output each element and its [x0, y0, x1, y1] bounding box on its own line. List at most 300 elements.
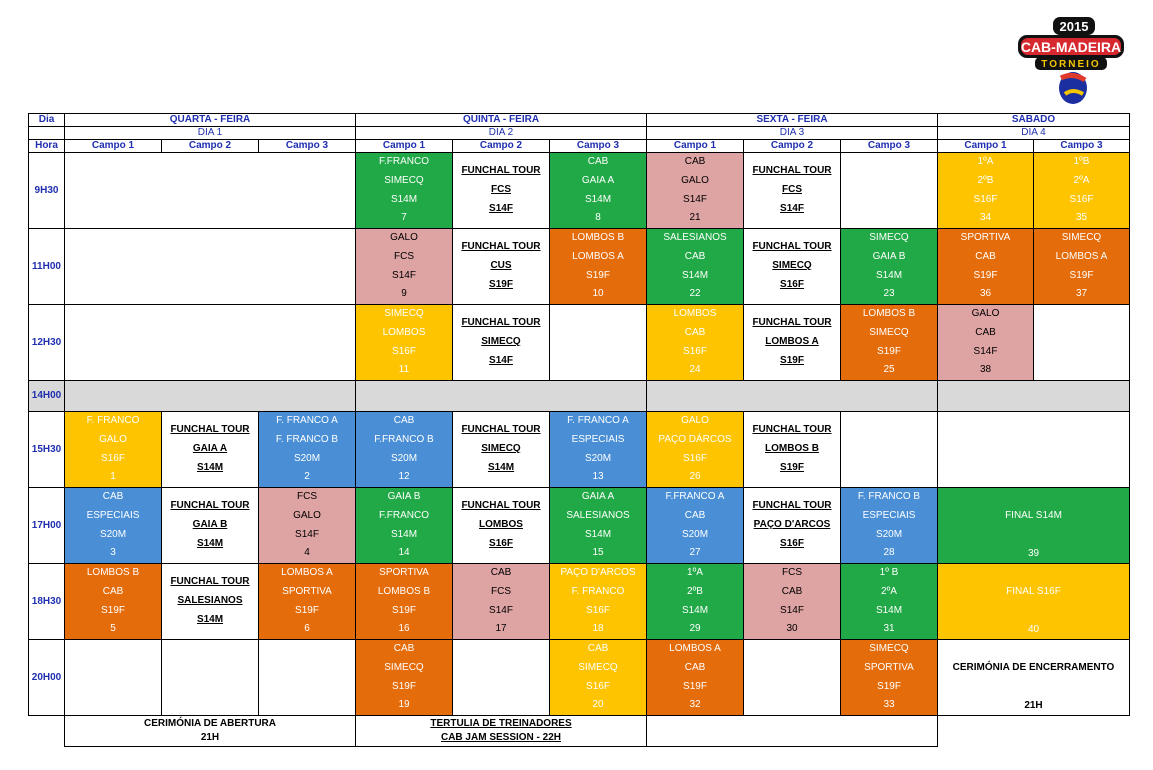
game-cell	[65, 564, 162, 640]
campo-label: Campo 1	[356, 140, 453, 153]
game-line: 1ºA	[687, 567, 703, 578]
game-line: 14	[398, 547, 410, 559]
time-label: 20H00	[29, 640, 65, 716]
game-line: GALO	[681, 174, 709, 186]
game-line: SALESIANOS	[566, 509, 630, 521]
game-line: GALO	[293, 509, 321, 521]
break-cell	[647, 381, 938, 412]
game-line: 31	[883, 623, 895, 635]
game-line: LOMBOS B	[377, 585, 431, 597]
time-label: 12H30	[29, 305, 65, 381]
game-line: SIMECQ	[384, 308, 424, 319]
game-cell	[938, 488, 1130, 564]
empty-cell	[938, 716, 1130, 747]
schedule-table	[28, 113, 1130, 747]
funchal-tour-line: PAÇO D'ARCOS	[753, 519, 831, 531]
game-line: S14F	[780, 604, 804, 616]
empty-cell	[162, 640, 259, 716]
game-cell	[744, 412, 841, 488]
game-line: 36	[979, 288, 992, 300]
logo-sub: TORNEIO	[1041, 59, 1101, 70]
day-number: DIA 1	[65, 127, 356, 140]
game-line: SPORTIVA	[282, 585, 332, 597]
game-line: 16	[398, 623, 410, 635]
game-line: CAB	[684, 661, 706, 673]
game-line: FCS	[394, 250, 414, 262]
empty-cell	[938, 412, 1130, 488]
campo-label: Campo 2	[744, 140, 841, 153]
funchal-tour-line: GAIA B	[192, 519, 228, 531]
game-line: LOMBOS A	[281, 567, 333, 578]
day-name: QUINTA - FEIRA	[356, 114, 647, 127]
game-line: SIMECQ	[869, 326, 909, 338]
funchal-tour-line: FUNCHAL TOUR	[752, 241, 832, 253]
game-cell	[841, 305, 938, 381]
game-line: SALESIANOS	[663, 232, 727, 243]
campo-label: Campo 1	[647, 140, 744, 153]
game-cell	[259, 412, 356, 488]
game-line: CAB	[684, 156, 706, 167]
game-cell	[356, 488, 453, 564]
game-line: F.FRANCO	[379, 156, 429, 167]
game-cell	[453, 153, 550, 229]
footer-row	[29, 716, 1130, 747]
time-label: 18H30	[29, 564, 65, 640]
time-label: 17H00	[29, 488, 65, 564]
game-line: S20M	[293, 452, 321, 464]
game-line: CAB	[684, 326, 706, 338]
break-cell	[65, 381, 356, 412]
game-line: S20M	[390, 452, 418, 464]
slot-row-9h30	[29, 153, 1130, 229]
game-cell	[550, 488, 647, 564]
game-line: 25	[883, 364, 895, 376]
game-line: S14F	[295, 528, 319, 540]
game-line: 5	[110, 623, 116, 635]
campo-label: Campo 3	[550, 140, 647, 153]
campo-label: Campo 2	[453, 140, 550, 153]
game-line: S14M	[390, 193, 418, 205]
day-number: DIA 3	[647, 127, 938, 140]
game-line: F.FRANCO B	[374, 433, 434, 445]
game-line: LOMBOS A	[1055, 250, 1108, 262]
game-line: 17	[495, 623, 507, 635]
game-cell	[550, 640, 647, 716]
game-line: S19F	[295, 604, 319, 616]
funchal-tour-line: S19F	[780, 354, 804, 366]
game-line: S16F	[683, 452, 707, 464]
game-line: 27	[689, 547, 701, 559]
game-line: FCS	[782, 567, 802, 578]
game-line: ESPECIAIS	[862, 509, 916, 521]
game-cell	[65, 488, 162, 564]
game-line: S19F	[877, 345, 901, 357]
game-line: 18	[592, 623, 604, 635]
funchal-tour-line: LOMBOS A	[765, 336, 819, 348]
closing-ceremony	[938, 640, 1130, 716]
funchal-tour-line: FUNCHAL TOUR	[170, 500, 250, 512]
day-name: QUARTA - FEIRA	[65, 114, 356, 127]
game-line: LOMBOS A	[669, 643, 721, 654]
game-line: F. FRANCO	[86, 415, 140, 426]
empty-cell	[1034, 305, 1130, 381]
game-line: 28	[883, 547, 895, 559]
game-line: 6	[304, 623, 310, 635]
funchal-tour-line: FCS	[491, 184, 511, 196]
game-line: 34	[979, 212, 992, 224]
game-line: F. FRANCO B	[275, 433, 339, 445]
game-cell	[744, 153, 841, 229]
game-line: 24	[689, 364, 701, 376]
opening-title: CERIMÓNIA DE ABERTURA	[143, 718, 277, 729]
game-line: 1ºB	[1073, 156, 1090, 167]
game-line: SPORTIVA	[960, 232, 1011, 243]
day-number: DIA 4	[938, 127, 1130, 140]
game-cell	[841, 229, 938, 305]
game-cell	[259, 488, 356, 564]
funchal-tour-line: S19F	[489, 278, 513, 290]
game-line: S14M	[390, 528, 418, 540]
game-line: GALO	[971, 308, 1000, 319]
final-title: FINAL S16F	[1006, 586, 1061, 597]
funchal-tour-line: FUNCHAL TOUR	[461, 500, 541, 512]
logo-year: 2015	[1059, 19, 1089, 34]
game-cell	[744, 488, 841, 564]
campo-row	[29, 140, 1130, 153]
game-line: SIMECQ	[578, 661, 618, 673]
funchal-tour-line: S19F	[780, 461, 804, 473]
empty-cell	[29, 716, 65, 747]
game-line: LOMBOS A	[572, 250, 624, 262]
game-line: S20M	[99, 528, 127, 540]
game-cell	[841, 488, 938, 564]
game-line: SPORTIVA	[379, 567, 429, 578]
game-line: S20M	[584, 452, 612, 464]
final-number: 39	[1027, 548, 1040, 559]
game-line: S19F	[877, 680, 901, 692]
game-cell	[550, 564, 647, 640]
game-line: GAIA B	[387, 491, 421, 502]
campo-label: Campo 3	[259, 140, 356, 153]
empty-cell	[453, 640, 550, 716]
time-label: 11H00	[29, 229, 65, 305]
funchal-tour-line: FUNCHAL TOUR	[461, 424, 541, 436]
game-line: S16F	[586, 680, 610, 692]
game-cell	[938, 153, 1034, 229]
game-cell	[647, 488, 744, 564]
game-line: FCS	[491, 585, 511, 597]
game-line: F.FRANCO A	[665, 491, 725, 502]
game-line: 1ºA	[977, 156, 994, 167]
game-line: LOMBOS	[382, 326, 426, 338]
game-line: SIMECQ	[869, 232, 909, 243]
game-line: S16F	[683, 345, 707, 357]
game-cell	[841, 640, 938, 716]
tournament-logo	[1015, 14, 1127, 109]
game-cell	[938, 229, 1034, 305]
logo-name: CAB-MADEIRA	[1020, 39, 1122, 55]
time-label: 14H00	[29, 381, 65, 412]
coaches-talk	[356, 716, 647, 747]
game-line: LOMBOS B	[862, 308, 916, 319]
game-line: 29	[689, 623, 701, 635]
game-line: S16F	[1069, 193, 1094, 205]
slot-row-12h30	[29, 305, 1130, 381]
game-line: S14M	[875, 604, 903, 616]
game-line: S14M	[584, 528, 612, 540]
empty-cell	[647, 716, 938, 747]
campo-label: Campo 3	[841, 140, 938, 153]
funchal-tour-line: FUNCHAL TOUR	[752, 500, 832, 512]
empty-cell	[841, 412, 938, 488]
game-line: F. FRANCO A	[567, 415, 629, 426]
game-line: 2ºA	[1073, 174, 1090, 186]
game-cell	[647, 412, 744, 488]
break-cell	[356, 381, 647, 412]
game-line: 19	[398, 699, 410, 711]
game-line: 35	[1075, 212, 1088, 224]
funchal-tour-line: FUNCHAL TOUR	[461, 165, 541, 177]
funchal-tour-line: S14M	[196, 461, 224, 473]
game-cell	[550, 229, 647, 305]
game-cell	[162, 412, 259, 488]
hora-label: Hora	[29, 140, 65, 153]
game-cell	[356, 153, 453, 229]
funchal-tour-line: FUNCHAL TOUR	[752, 317, 832, 329]
game-line: CAB	[102, 585, 124, 597]
game-line: ESPECIAIS	[86, 509, 140, 521]
game-cell	[453, 412, 550, 488]
funchal-tour-line: S16F	[489, 537, 513, 549]
game-line: SPORTIVA	[864, 661, 914, 673]
game-line: CAB	[102, 491, 124, 502]
game-line: 2ºB	[687, 585, 703, 597]
game-line: S20M	[681, 528, 709, 540]
game-line: S16F	[392, 345, 416, 357]
game-cell	[453, 488, 550, 564]
game-line: FCS	[297, 491, 317, 502]
game-line: 12	[398, 471, 410, 483]
funchal-tour-line: FUNCHAL TOUR	[752, 165, 832, 177]
game-line: S16F	[586, 604, 610, 616]
game-line: PAÇO D'ARCOS	[560, 567, 636, 578]
game-line: CAB	[393, 415, 415, 426]
empty-cell	[550, 305, 647, 381]
day-number-row	[29, 127, 1130, 140]
game-cell	[162, 488, 259, 564]
game-cell	[938, 305, 1034, 381]
opening-time: 21H	[200, 732, 220, 743]
game-line: S16F	[973, 193, 998, 205]
game-line: 20	[592, 699, 604, 711]
game-cell	[550, 412, 647, 488]
game-line: 26	[689, 471, 701, 483]
game-line: S19F	[1069, 269, 1094, 281]
game-line: 9	[401, 288, 407, 300]
jam-session: CAB JAM SESSION - 22H	[440, 732, 562, 743]
game-cell	[356, 640, 453, 716]
game-line: CAB	[393, 643, 415, 654]
day-name: SEXTA - FEIRA	[647, 114, 938, 127]
game-cell	[453, 229, 550, 305]
break-cell	[938, 381, 1130, 412]
game-line: CAB	[975, 250, 996, 262]
game-cell	[744, 229, 841, 305]
game-line: GALO	[681, 415, 709, 426]
funchal-tour-line: SIMECQ	[772, 260, 812, 272]
game-line: S14M	[584, 193, 612, 205]
game-cell	[356, 305, 453, 381]
game-line: S19F	[683, 680, 707, 692]
game-line: CAB	[684, 250, 706, 262]
game-line: SIMECQ	[384, 661, 424, 673]
game-line: S19F	[586, 269, 610, 281]
closing-time: 21H	[1024, 700, 1043, 711]
funchal-tour-line: FUNCHAL TOUR	[170, 424, 250, 436]
game-line: 33	[883, 699, 895, 711]
slot-row-15h30	[29, 412, 1130, 488]
final-title: FINAL S14M	[1005, 510, 1062, 521]
game-line: 23	[883, 288, 895, 300]
campo-label: Campo 1	[938, 140, 1034, 153]
game-line: 11	[398, 364, 410, 376]
game-line: 32	[689, 699, 701, 711]
slot-row-18h30	[29, 564, 1130, 640]
game-line: S19F	[392, 680, 416, 692]
slot-row-20h00	[29, 640, 1130, 716]
game-line: S14M	[681, 604, 709, 616]
funchal-tour-line: GAIA A	[192, 443, 228, 455]
game-line: S16F	[101, 452, 125, 464]
game-line: 13	[592, 471, 604, 483]
game-line: S14F	[392, 269, 416, 281]
funchal-tour-line: S16F	[780, 537, 804, 549]
game-line: CAB	[684, 509, 706, 521]
game-cell	[647, 564, 744, 640]
game-line: 2	[304, 471, 310, 483]
game-line: S14F	[973, 345, 998, 357]
game-line: SIMECQ	[869, 643, 909, 654]
game-line: S19F	[973, 269, 998, 281]
funchal-tour-line: S14F	[780, 202, 804, 214]
game-line: GALO	[99, 433, 127, 445]
funchal-tour-line: FUNCHAL TOUR	[461, 317, 541, 329]
final-number: 40	[1027, 624, 1040, 635]
game-cell	[453, 305, 550, 381]
game-line: 15	[592, 547, 604, 559]
empty-cell	[65, 305, 356, 381]
funchal-tour-line: S14M	[487, 461, 515, 473]
game-line: 37	[1075, 288, 1088, 300]
funchal-tour-line: SIMECQ	[481, 443, 521, 455]
game-line: 7	[401, 212, 407, 224]
game-line: SIMECQ	[384, 174, 424, 186]
game-cell	[744, 305, 841, 381]
time-label: 9H30	[29, 153, 65, 229]
game-cell	[744, 564, 841, 640]
funchal-tour-line: LOMBOS B	[765, 443, 819, 455]
game-cell	[841, 564, 938, 640]
empty-cell	[65, 640, 162, 716]
game-line: S14F	[683, 193, 707, 205]
empty-cell	[65, 153, 356, 229]
game-cell	[356, 229, 453, 305]
game-cell	[938, 564, 1130, 640]
campo-label: Campo 3	[1034, 140, 1130, 153]
game-line: 2ºA	[881, 585, 897, 597]
closing-title: CERIMÓNIA DE ENCERRAMENTO	[952, 662, 1115, 673]
funchal-tour-line: S14M	[196, 537, 224, 549]
game-line: LOMBOS	[673, 308, 717, 319]
game-cell	[647, 640, 744, 716]
empty-cell	[841, 153, 938, 229]
game-line: S14F	[489, 604, 513, 616]
game-cell	[647, 305, 744, 381]
game-line: 1	[110, 471, 116, 483]
game-line: 4	[304, 547, 310, 559]
game-line: CAB	[587, 156, 609, 167]
game-line: CAB	[490, 567, 512, 578]
empty-cell	[29, 127, 65, 140]
game-cell	[453, 564, 550, 640]
slot-row-14h00	[29, 381, 1130, 412]
game-line: S14M	[875, 269, 903, 281]
funchal-tour-line: CUS	[490, 260, 512, 272]
game-line: S19F	[101, 604, 125, 616]
game-cell	[1034, 229, 1130, 305]
game-cell	[65, 412, 162, 488]
game-cell	[356, 564, 453, 640]
game-cell	[647, 229, 744, 305]
game-line: 22	[689, 288, 701, 300]
game-line: 1º B	[879, 567, 899, 578]
game-line: PAÇO DÁRCOS	[658, 433, 732, 445]
game-cell	[259, 564, 356, 640]
game-line: ESPECIAIS	[571, 433, 625, 445]
funchal-tour-line: LOMBOS	[479, 519, 523, 531]
game-line: F.FRANCO	[379, 509, 429, 521]
game-line: 2ºB	[977, 174, 994, 186]
game-line: S19F	[392, 604, 416, 616]
campo-label: Campo 2	[162, 140, 259, 153]
game-line: GAIA B	[872, 250, 906, 262]
funchal-tour-line: S14F	[489, 354, 513, 366]
game-cell	[162, 564, 259, 640]
game-line: SIMECQ	[1061, 232, 1102, 243]
funchal-tour-line: S14M	[196, 613, 224, 625]
campo-label: Campo 1	[65, 140, 162, 153]
game-line: GAIA A	[581, 174, 615, 186]
opening-ceremony	[65, 716, 356, 747]
game-line: GALO	[390, 232, 418, 243]
day-number: DIA 2	[356, 127, 647, 140]
empty-cell	[259, 640, 356, 716]
game-line: 30	[786, 623, 798, 635]
game-line: CAB	[587, 643, 609, 654]
empty-cell	[744, 640, 841, 716]
game-cell	[1034, 153, 1130, 229]
dia-label: Dia	[29, 114, 65, 127]
game-line: GAIA A	[581, 491, 615, 502]
game-cell	[356, 412, 453, 488]
funchal-tour-line: FUNCHAL TOUR	[752, 424, 832, 436]
game-line: 10	[592, 288, 604, 300]
game-cell	[647, 153, 744, 229]
day-name-row	[29, 114, 1130, 127]
funchal-tour-line: SALESIANOS	[177, 595, 243, 607]
day-name: SÁBADO	[938, 114, 1130, 127]
game-line: CAB	[781, 585, 803, 597]
